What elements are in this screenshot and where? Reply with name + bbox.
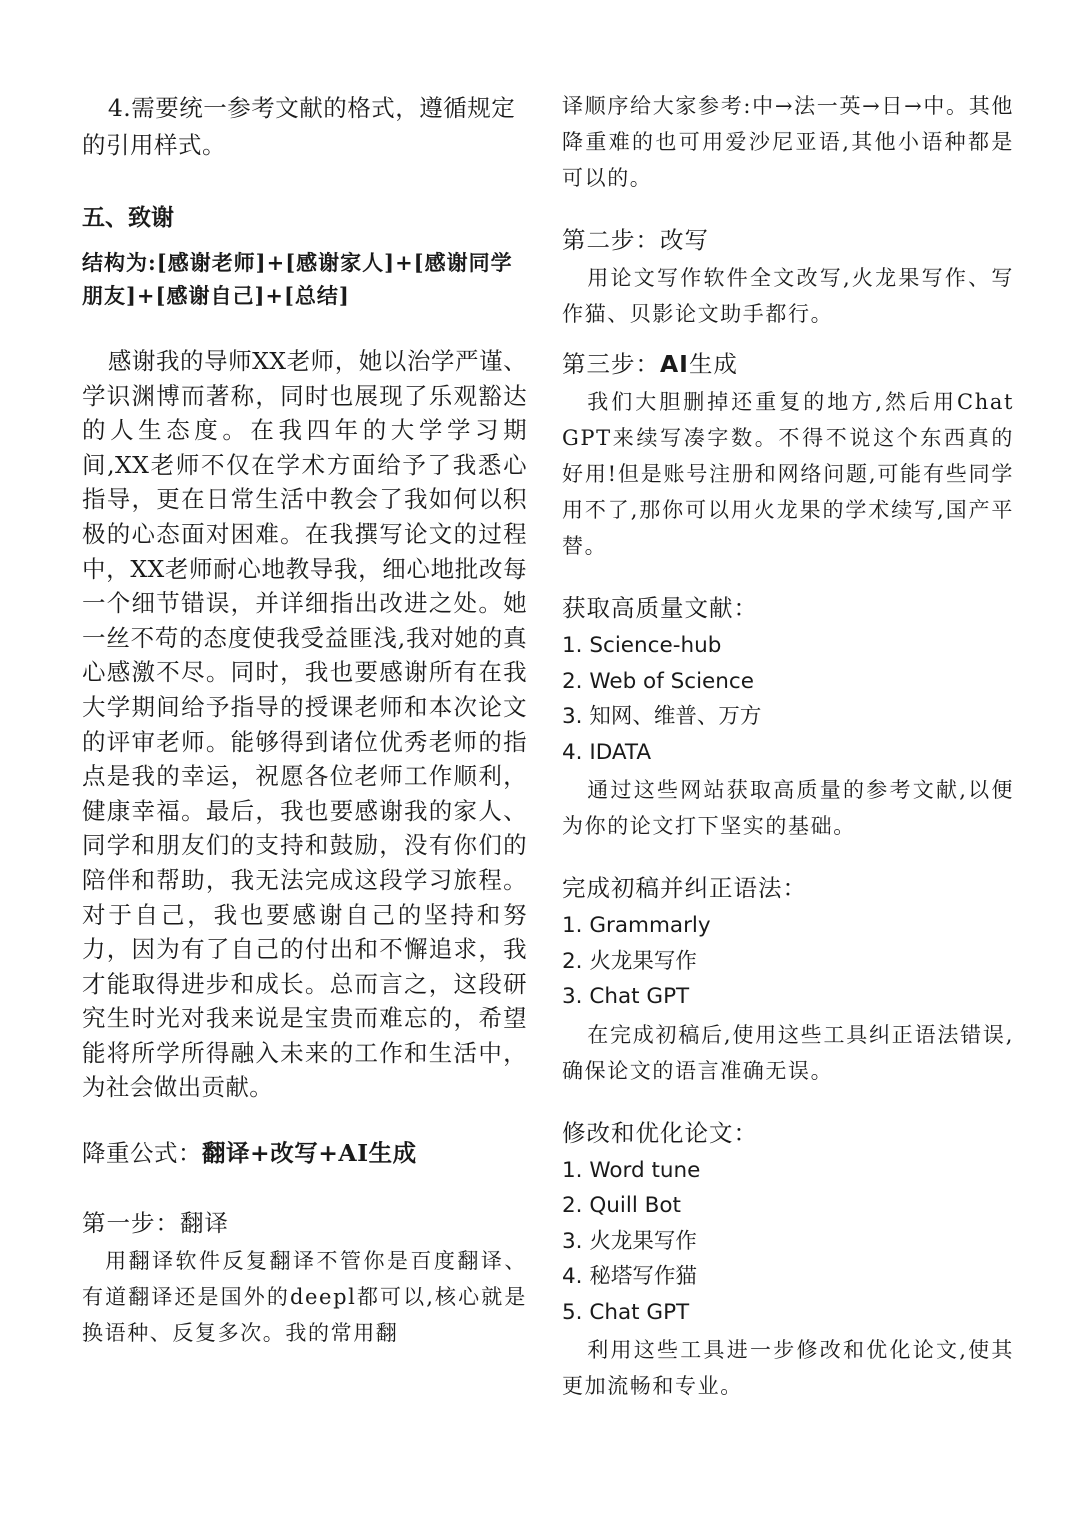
revise-title: 修改和优化论文： [562,1118,758,1147]
step1-body: 用翻译软件反复翻译不管你是百度翻译、有道翻译还是国外的deepl都可以,核心就是换语种、反复多次。我的常用翻 [82,1249,527,1346]
acknowledgement-heading: 五、致谢 [82,205,174,231]
list-item: 4. 秘塔写作猫 [562,1264,697,1289]
left-column [82,0,527,1351]
sources-list [562,628,1014,770]
step2-title: 第二步：改写 [562,226,709,254]
step2-body: 用论文写作软件全文改写,火龙果写作、写作猫、贝影论文助手都行。 [562,266,1014,326]
formula-line [82,1135,527,1171]
list-item: 4. IDATA [562,739,652,765]
step3-title-suffix: 生成 [688,350,738,378]
step3-title [562,346,1014,382]
grammar-body: 在完成初稿后,使用这些工具纠正语法错误,确保论文的语言准确无误。 [562,1022,1014,1083]
step3-body: 我们大胆删掉还重复的地方,然后用Chat GPT来续写凑字数。不得不说这个东西真的好用!但是账号注册和网络问题,可能有些同学用不了,那你可以用火龙果的学术续写,国产平替。 [562,390,1014,558]
list-item: 2. Web of Science [562,668,754,694]
list-item: 1. Grammarly [562,913,711,938]
list-item: 3. Chat GPT [562,984,690,1009]
acknowledgement-body: 感谢我的导师XX老师，她以治学严谨、学识渊博而著称，同时也展现了乐观豁达的人生态度。在我四年的大学学习期间,XX老师不仅在学术方面给予了我悉心指导，更在日常生活中教会了我如何以积极的心态面对困难。在我撰写论文的过程中，XX老师耐心地教导我，细心地批改每一个细节错误，并详细指出改进之处。她一丝不苟的态度使我受益匪浅,我对她的真心感激不尽。同时，我也要感谢所有在我大学期间给予指导的授课老师和本次论文的评审老师。能够得到诸位优秀老师的指点是我的幸运，祝愿各位老师工作顺利，健康幸福。最后，我也要感谢我的家人、同学和朋友们的支持和鼓励，没有你们的陪伴和帮助，我无法完成这段学习旅程。对于自己，我也要感谢自己的坚持和努力，因为有了自己的付出和不懈追求，我才能取得进步和成长。总而言之，这段研究生时光对我来说是宝贵而难忘的，希望能将所学所得融入未来的工作和生活中，为社会做出贡献。 [82,347,527,1102]
list-item: 5. Chat GPT [562,1299,690,1325]
reference-format-item: 4.需要统一参考文献的格式，遵循规定的引用样式。 [82,94,516,159]
list-item: 3. 知网、维普、万方 [562,704,762,729]
grammar-title: 完成初稿并纠正语法： [562,874,807,902]
revise-list [562,1153,1014,1331]
sources-body: 通过这些网站获取高质量的参考文献,以便为你的论文打下坚实的基础。 [562,778,1014,838]
formula-label: 降重公式： [82,1139,202,1168]
grammar-list [562,908,1014,1015]
list-item: 2. Quill Bot [562,1193,681,1218]
formula-value: 翻译+改写+AI生成 [202,1139,417,1168]
revise-body: 利用这些工具进一步修改和优化论文,使其更加流畅和专业。 [562,1338,1014,1398]
sources-title: 获取高质量文献： [562,594,758,622]
step1-title: 第一步：翻译 [82,1209,229,1238]
list-item: 3. 火龙果写作 [562,1228,697,1254]
step1-body-continued: 译顺序给大家参考:中→法一英→日→中。其他降重难的也可用爱沙尼亚语,其他小语种都是可以的。 [562,94,1014,190]
step3-title-prefix: 第三步： [562,350,660,378]
step3-title-ai: AI [660,350,689,378]
list-item: 1. Science-hub [562,633,722,658]
acknowledgement-structure: 结构为:[感谢老师]+[感谢家人]+[感谢同学朋友]+[感谢自己]+[总结] [82,250,513,308]
list-item: 1. Word tune [562,1157,701,1183]
list-item: 2. 火龙果写作 [562,948,697,974]
right-column [562,0,1014,1404]
